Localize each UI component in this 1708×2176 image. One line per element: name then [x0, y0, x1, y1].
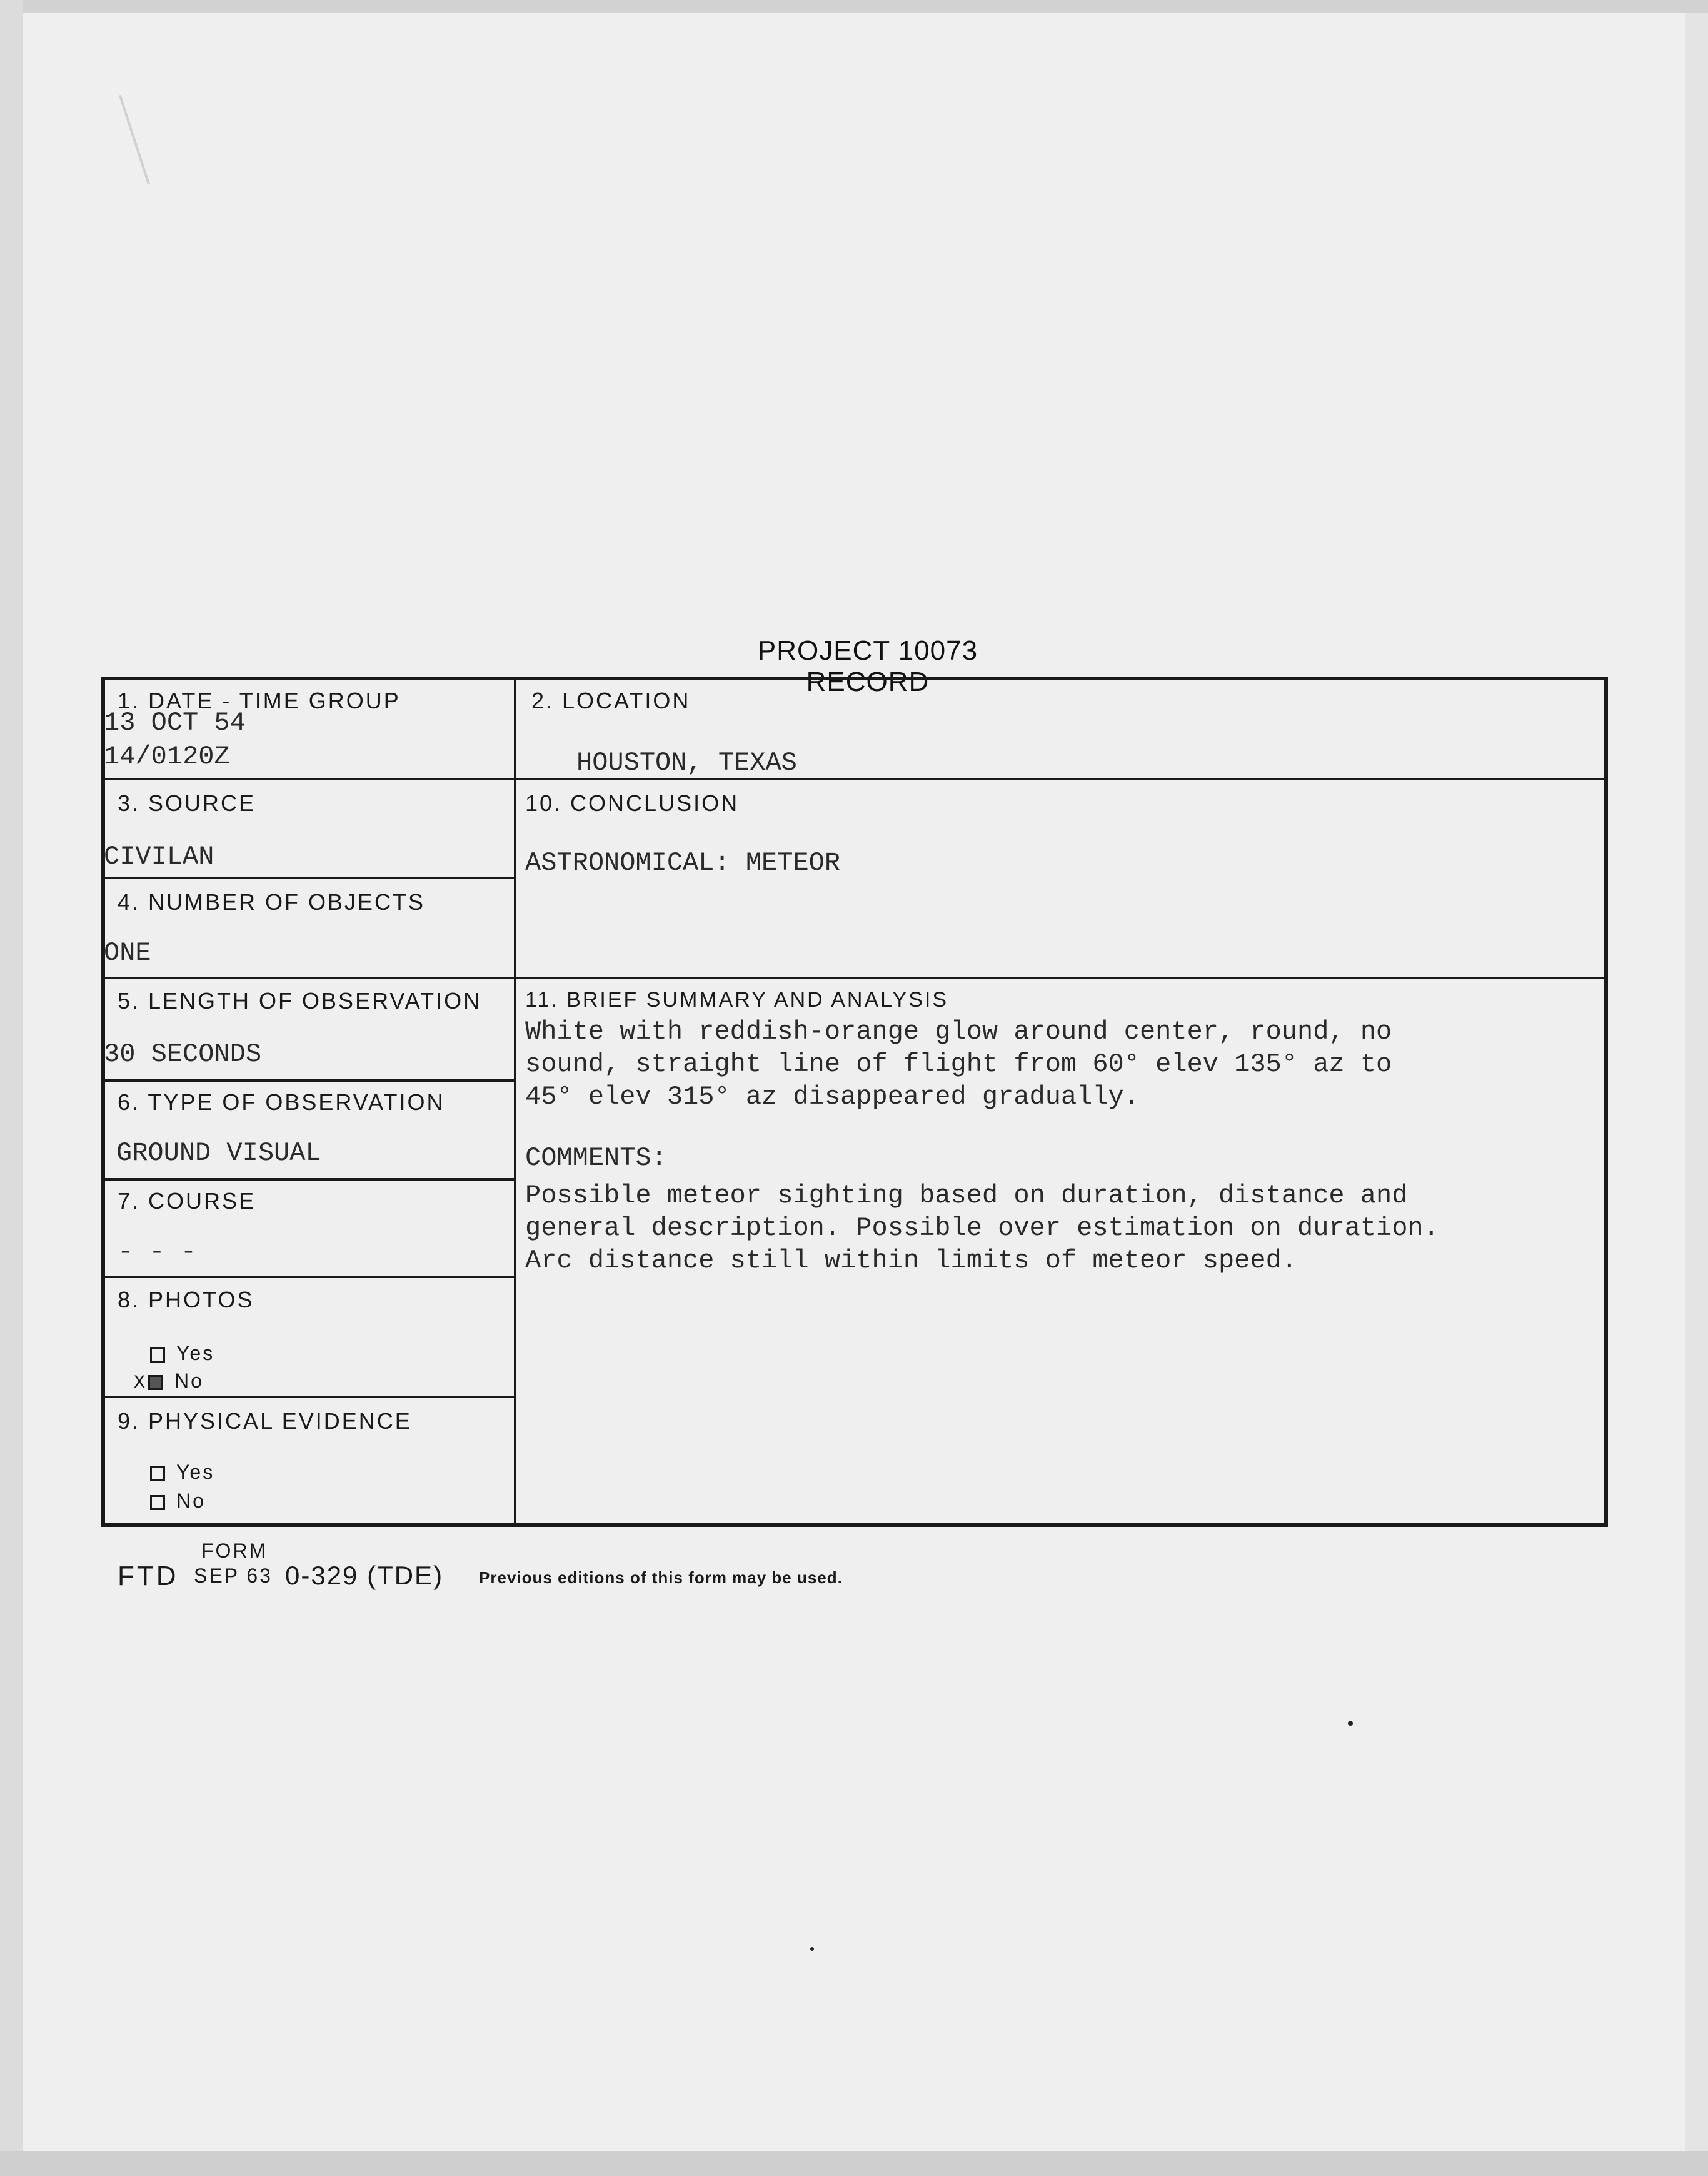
photos-no-mark: X — [134, 1373, 148, 1394]
row-divider — [104, 778, 1605, 780]
footer-note: Previous editions of this form may be used. — [479, 1568, 843, 1587]
photos-yes-label: Yes — [176, 1342, 215, 1364]
physical-evidence-yes-checkbox — [150, 1466, 165, 1481]
speck — [810, 1947, 814, 1951]
length-of-observation-label: 5. LENGTH OF OBSERVATION — [118, 988, 482, 1014]
physical-evidence-no-option — [150, 1489, 206, 1513]
number-of-objects-label: 4. NUMBER OF OBJECTS — [118, 889, 426, 915]
summary-line: White with reddish-orange glow around center, round, no — [525, 1017, 1392, 1047]
scan-edge-top — [0, 0, 1708, 13]
form-title: PROJECT 10073 RECORD — [757, 635, 978, 697]
comments-line: Possible meteor sighting based on duration, distance and — [525, 1181, 1408, 1211]
length-of-observation-value: 30 SECONDS — [104, 1039, 262, 1069]
scan-edge-left — [0, 0, 23, 2176]
source-label: 3. SOURCE — [118, 790, 256, 816]
row-divider — [104, 1276, 515, 1278]
comments-label: COMMENTS: — [525, 1143, 667, 1173]
location-value: HOUSTON, TEXAS — [576, 748, 797, 778]
row-divider — [104, 977, 1605, 979]
summary-label: 11. BRIEF SUMMARY AND ANALYSIS — [525, 988, 949, 1012]
row-divider — [104, 1178, 515, 1181]
type-of-observation-label: 6. TYPE OF OBSERVATION — [118, 1089, 445, 1115]
photos-no-checkbox — [148, 1375, 163, 1390]
summary-line: 45° elev 315° az disappeared gradually. — [525, 1082, 1140, 1112]
date-value: 13 OCT 54 — [104, 708, 246, 738]
photos-no-option — [134, 1369, 204, 1394]
conclusion-label: 10. CONCLUSION — [525, 790, 740, 816]
photos-yes-checkbox — [150, 1347, 165, 1363]
summary-line: sound, straight line of flight from 60° elev 135° az to — [525, 1049, 1392, 1079]
scan-edge-bottom — [0, 2151, 1708, 2176]
row-divider — [104, 1396, 515, 1398]
course-label: 7. COURSE — [118, 1188, 256, 1214]
footer-date: SEP 63 — [194, 1564, 273, 1587]
row-divider — [104, 877, 515, 879]
location-label: 2. LOCATION — [531, 688, 691, 713]
photos-yes-option — [150, 1342, 214, 1365]
footer-ftd: FTD — [118, 1561, 179, 1591]
conclusion-value: ASTRONOMICAL: METEOR — [525, 848, 841, 878]
row-divider — [104, 1079, 515, 1082]
physical-evidence-label: 9. PHYSICAL EVIDENCE — [118, 1408, 412, 1434]
physical-evidence-yes-label: Yes — [176, 1461, 215, 1483]
course-value: - - - — [118, 1237, 197, 1267]
physical-evidence-yes-option — [150, 1461, 214, 1484]
footer-form-number: 0-329 (TDE) — [285, 1561, 444, 1590]
photos-label: 8. PHOTOS — [118, 1287, 254, 1312]
footer-form-word: FORM — [201, 1539, 268, 1562]
number-of-objects-value: ONE — [104, 938, 151, 968]
physical-evidence-no-label: No — [176, 1489, 206, 1512]
comments-line: Arc distance still within limits of meteor speed. — [525, 1246, 1298, 1276]
source-value: CIVILAN — [104, 842, 214, 872]
date-time-label: 1. DATE - TIME GROUP — [118, 688, 401, 713]
comments-line: general description. Possible over estimation on duration. — [525, 1213, 1439, 1243]
speck — [1348, 1721, 1353, 1726]
photos-no-label: No — [174, 1369, 204, 1392]
time-value: 14/0120Z — [104, 742, 230, 772]
type-of-observation-value: GROUND VISUAL — [116, 1138, 321, 1168]
physical-evidence-no-checkbox — [150, 1495, 165, 1510]
